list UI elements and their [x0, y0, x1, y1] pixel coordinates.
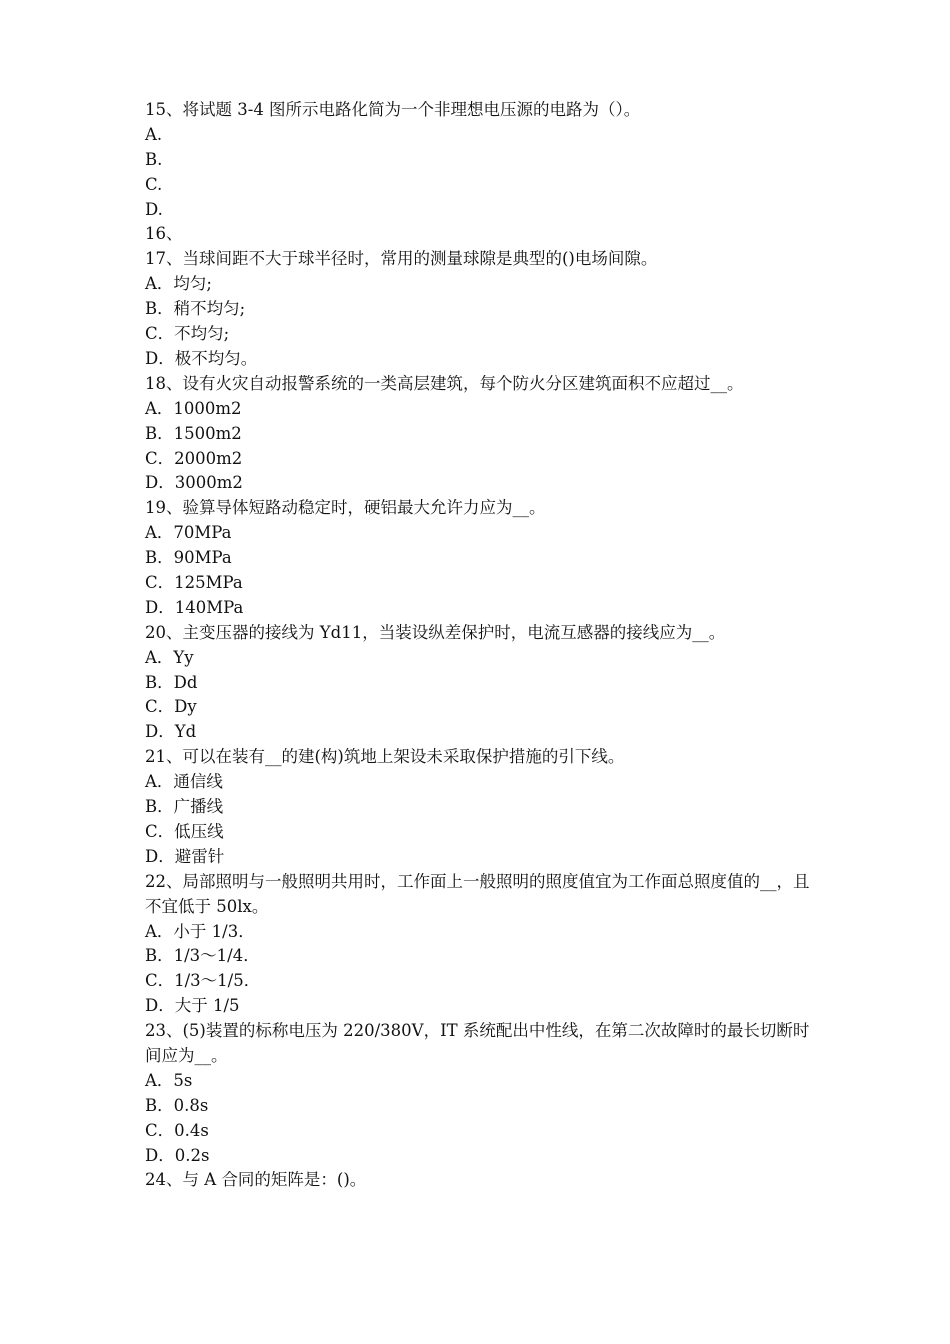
question-text: 20、主变压器的接线为 Yd11，当装设纵差保护时，电流互感器的接线应为__。	[145, 622, 726, 642]
answer-option: A．1000m2	[145, 398, 242, 418]
answer-option: A．均匀;	[145, 274, 212, 294]
answer-option: D．0.2s	[145, 1145, 210, 1165]
question-q24	[145, 1168, 813, 1193]
answer-option: A．通信线	[145, 772, 223, 792]
question-text: 19、验算导体短路动稳定时，硬铝最大允许力应为__。	[145, 498, 546, 518]
question-text: 22、局部照明与一般照明共用时，工作面上一般照明的照度值宜为工作面总照度值的__，且不宜低于 50lx。	[145, 871, 810, 916]
answer-option: D．大于 1/5	[145, 996, 240, 1016]
answer-option: D．140MPa	[145, 597, 244, 617]
answer-option: D．避雷针	[145, 846, 225, 866]
answer-option: C．Dy	[145, 697, 197, 717]
question-q21	[145, 745, 813, 869]
question-q16	[145, 222, 813, 247]
question-q17	[145, 247, 813, 371]
answer-option: A．5s	[145, 1070, 193, 1090]
answer-option: C．0.4s	[145, 1120, 209, 1140]
question-text: 18、设有火灾自动报警系统的一类高层建筑，每个防火分区建筑面积不应超过__。	[145, 373, 744, 393]
answer-option: C．不均匀;	[145, 324, 230, 344]
answer-option: B．0.8s	[145, 1095, 209, 1115]
answer-option: A．小于 1/3．	[145, 921, 255, 941]
question-list	[145, 98, 813, 1193]
answer-option: A.	[145, 124, 163, 144]
question-q18	[145, 372, 813, 496]
answer-option: D．极不均匀。	[145, 348, 258, 368]
answer-option: D．Yd	[145, 722, 197, 742]
question-text: 15、将试题 3-4 图所示电路化简为一个非理想电压源的电路为（）。	[145, 100, 641, 119]
answer-option: C.	[145, 174, 163, 194]
answer-option: D.	[145, 199, 163, 219]
question-text: 17、当球间距不大于球半径时，常用的测量球隙是典型的()电场间隙。	[145, 249, 658, 269]
answer-option: B．1/3～1/4．	[145, 946, 260, 966]
answer-option: B．广播线	[145, 797, 224, 817]
answer-option: B．1500m2	[145, 423, 242, 443]
question-text: 21、可以在装有__的建(构)筑地上架设未采取保护措施的引下线。	[145, 747, 625, 767]
question-text: 23、(5)装置的标称电压为 220/380V，IT 系统配出中性线，在第二次故障时的最长切断时间应为__。	[145, 1021, 810, 1065]
answer-option: B．稍不均匀;	[145, 299, 246, 319]
question-q22	[145, 870, 813, 1019]
answer-option: C．1/3～1/5．	[145, 971, 261, 991]
question-q20	[145, 621, 813, 745]
answer-option: C．低压线	[145, 821, 224, 841]
answer-option: C．2000m2	[145, 448, 243, 468]
question-q19	[145, 496, 813, 620]
answer-option: D．3000m2	[145, 473, 243, 493]
answer-option: B.	[145, 149, 163, 169]
question-q15	[145, 98, 813, 222]
answer-option: A．Yy	[145, 647, 194, 667]
question-q23	[145, 1019, 813, 1168]
answer-option: B．Dd	[145, 672, 198, 692]
question-text: 16、	[145, 224, 183, 244]
question-text: 24、与 A 合同的矩阵是：()。	[145, 1170, 367, 1190]
answer-option: C．125MPa	[145, 573, 243, 592]
answer-option: B．90MPa	[145, 548, 232, 568]
answer-option: A．70MPa	[145, 523, 232, 543]
